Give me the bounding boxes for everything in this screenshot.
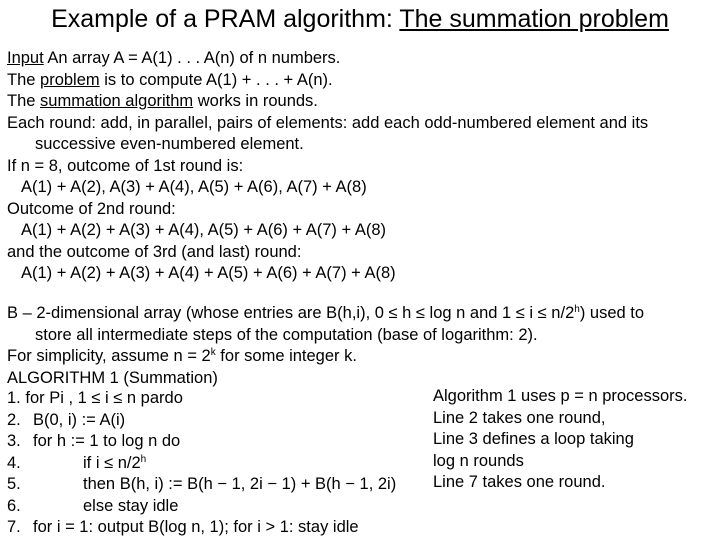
problem-word: problem bbox=[40, 70, 100, 89]
summation-line bbox=[7, 91, 648, 113]
round2-line: A(1) + A(2) + A(3) + A(4), A(5) + A(6) + A(7) + A(8) bbox=[21, 221, 386, 239]
problem-pre: The bbox=[7, 70, 41, 89]
input-text: An array A = A(1) . . . A(n) of n numbers. bbox=[43, 49, 341, 67]
simplicity-sup: k bbox=[210, 347, 216, 358]
side-note-1: Algorithm 1 uses p = n processors. bbox=[433, 387, 688, 405]
side-notes bbox=[433, 386, 688, 494]
simplicity-end: for some integer k. bbox=[215, 347, 357, 365]
algo-line-3-text: for h := 1 to log n do bbox=[33, 432, 181, 450]
b-line-1-end: ) used to bbox=[579, 304, 645, 322]
each-round-line: Each round: add, in parallel, pairs of elements: add each odd-numbered element and its bbox=[7, 113, 649, 132]
round1-line: A(1) + A(2), A(3) + A(4), A(5) + A(6), A(7) + A(8) bbox=[21, 178, 367, 196]
outcome2-line: Outcome of 2nd round: bbox=[7, 199, 176, 218]
simplicity-text: For simplicity, assume n = 2 bbox=[7, 347, 211, 365]
algorithm-heading: ALGORITHM 1 (Summation) bbox=[7, 368, 218, 387]
algo-line-5-num: 5. bbox=[7, 475, 21, 493]
b-section bbox=[7, 303, 644, 389]
algo-line-4 bbox=[7, 453, 396, 475]
algo-line-7-num: 7. bbox=[7, 518, 21, 536]
outcome3-line: and the outcome of 3rd (and last) round: bbox=[7, 242, 302, 261]
algo-line-7 bbox=[7, 517, 396, 539]
algo-line-1-text: for Pi , 1 ≤ i ≤ n pardo bbox=[25, 389, 183, 407]
algo-line-4-sup: h bbox=[140, 453, 147, 465]
algo-line-3-num: 3. bbox=[7, 432, 21, 450]
side-note-5: Line 7 takes one round. bbox=[433, 473, 606, 491]
algo-line-6-num: 6. bbox=[7, 496, 21, 515]
b-line-1-sup: h bbox=[574, 304, 580, 315]
algo-line-5 bbox=[7, 474, 396, 496]
b-line-1 bbox=[7, 303, 644, 325]
intro-section bbox=[7, 48, 648, 285]
each-round-line-2: successive even-numbered element. bbox=[35, 135, 304, 153]
side-note-2: Line 2 takes one round, bbox=[433, 408, 606, 427]
problem-line bbox=[7, 70, 648, 92]
algo-line-4-text: if i ≤ n/2 bbox=[83, 453, 141, 472]
input-line bbox=[7, 48, 648, 70]
algo-line-6 bbox=[7, 496, 396, 518]
algo-line-2-text: B(0, i) := A(i) bbox=[33, 410, 126, 429]
algo-line-4-num: 4. bbox=[7, 453, 21, 472]
summation-text: works in rounds. bbox=[193, 92, 318, 110]
algo-line-2 bbox=[7, 410, 396, 432]
round3-line: A(1) + A(2) + A(3) + A(4) + A(5) + A(6) + A(7) + A(8) bbox=[21, 264, 396, 282]
side-note-4: log n rounds bbox=[433, 451, 524, 470]
simplicity-line bbox=[7, 346, 644, 368]
title-underlined: The summation problem bbox=[399, 5, 669, 33]
summation-word: summation algorithm bbox=[40, 92, 194, 110]
algo-line-3 bbox=[7, 431, 396, 453]
algo-line-6-text: else stay idle bbox=[83, 496, 179, 515]
algo-line-5-text: then B(h, i) := B(h − 1, 2i − 1) + B(h − 1, 2i) bbox=[83, 475, 397, 493]
algo-line-7-text: for i = 1: output B(log n, 1); for i > 1: stay idle bbox=[33, 518, 359, 536]
title-prefix: Example of a PRAM algorithm: bbox=[51, 5, 393, 33]
algo-line-1-num: 1. bbox=[7, 389, 26, 407]
problem-text: is to compute A(1) + . . . + A(n). bbox=[99, 70, 333, 89]
summation-pre: The bbox=[7, 92, 41, 110]
slide-title bbox=[0, 3, 720, 35]
algo-line-1 bbox=[7, 388, 396, 410]
b-line-2: store all intermediate steps of the computation (base of logarithm: 2). bbox=[35, 325, 538, 344]
algorithm-listing bbox=[7, 388, 396, 539]
side-note-3: Line 3 defines a loop taking bbox=[433, 430, 634, 448]
input-label: Input bbox=[7, 49, 44, 67]
if-n-line: If n = 8, outcome of 1st round is: bbox=[7, 156, 244, 175]
b-line-1-text: B – 2-dimensional array (whose entries are B(h,i), 0 ≤ h ≤ log n and 1 ≤ i ≤ n/2 bbox=[7, 304, 575, 322]
algo-line-2-num: 2. bbox=[7, 410, 21, 429]
